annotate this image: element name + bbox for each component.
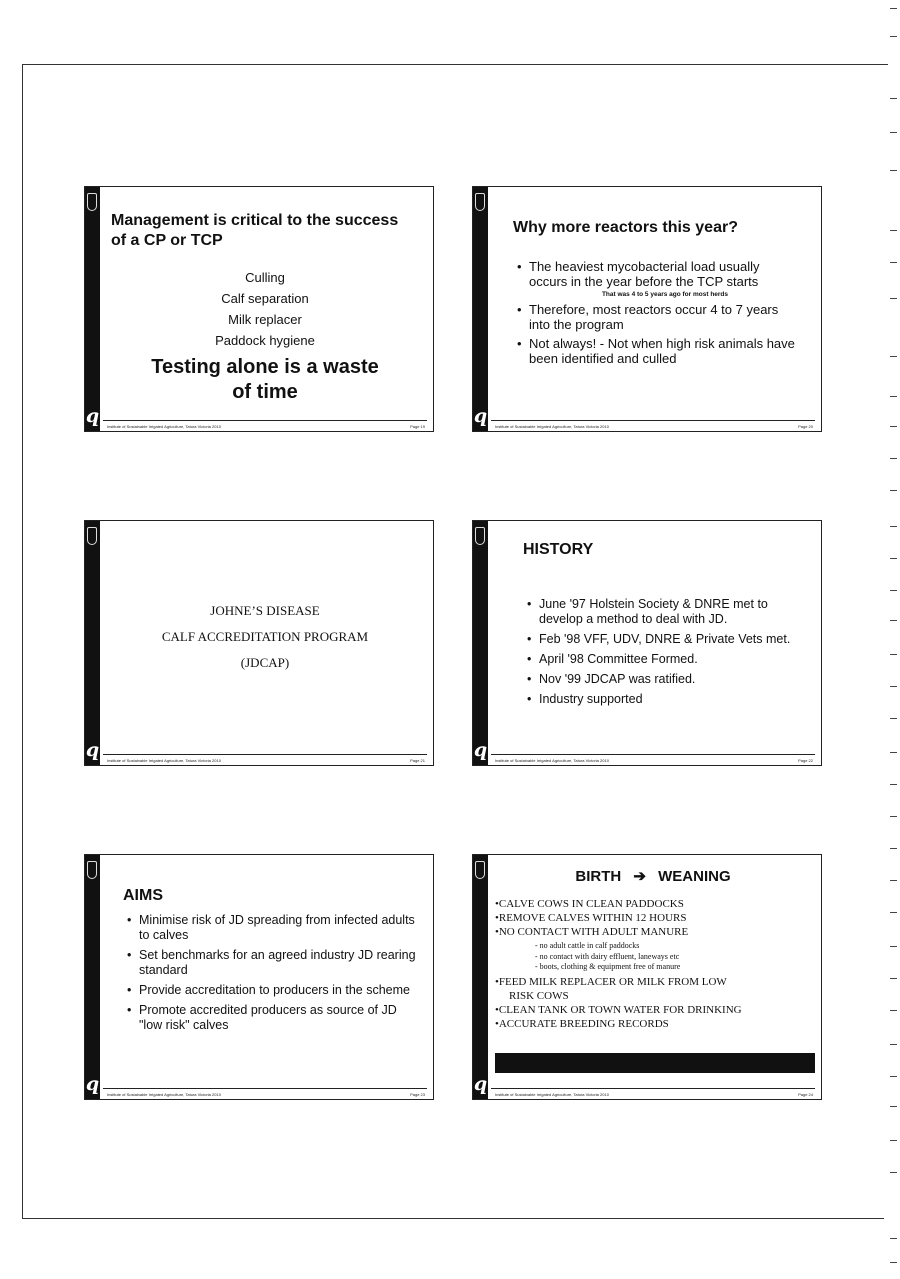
logo-q-icon: q	[473, 405, 488, 427]
list-item: • Feb '98 VFF, UDV, DNRE & Private Vets met.	[539, 632, 807, 647]
slide-history	[472, 520, 822, 766]
logo-q-icon: q	[85, 1073, 100, 1095]
slide-jdcap	[84, 520, 434, 766]
slide-footer: Institute of Sustainable Irrigated Agriculture, Tatura Victoria 2010 Page 21	[107, 758, 425, 763]
practice-line: •NO CONTACT WITH ADULT MANURE	[495, 926, 689, 938]
item-paddock-hygiene: Paddock hygiene	[215, 333, 315, 348]
slide-emphasis: Testing alone is a waste of time	[151, 356, 379, 403]
list-item: • April '98 Committee Formed.	[539, 652, 807, 667]
slide-sidebar	[85, 521, 100, 765]
page-frame-bottom	[22, 1218, 884, 1219]
crest-icon	[475, 861, 485, 879]
page-frame-left	[22, 64, 23, 1218]
slide-footer: Institute of Sustainable Irrigated Agriculture, Tatura Victoria 2010 Page 20	[495, 424, 813, 429]
slide-sidebar	[85, 855, 100, 1099]
logo-q-icon: q	[85, 739, 100, 761]
slide-sidebar	[473, 187, 488, 431]
list-item: • Set benchmarks for an agreed industry JD rearing standard	[139, 948, 419, 978]
slide-birth-weaning	[472, 854, 822, 1100]
list-item: • Not always! - Not when high risk animals have been identified and culled	[529, 336, 801, 366]
bullet-list	[123, 913, 419, 1033]
redacted-band	[495, 1053, 815, 1073]
logo-q-icon: q	[473, 1073, 488, 1095]
crest-icon	[87, 861, 97, 879]
list-item: • Minimise risk of JD spreading from infected adults to calves	[139, 913, 419, 943]
slide-title: AIMS	[123, 887, 163, 904]
slide-sidebar	[473, 521, 488, 765]
list-item: • The heaviest mycobacterial load usually occurs in the year before the TCP starts That was 4 to 5 years ago for most herds	[529, 259, 801, 300]
crest-icon	[87, 527, 97, 545]
slide-title: Why more reactors this year?	[513, 219, 738, 236]
practice-subline: - no contact with dairy effluent, laneways etc	[535, 951, 680, 961]
page-frame-top	[22, 64, 888, 65]
list-item: • Promote accredited producers as source of JD "low risk" calves	[139, 1003, 419, 1033]
slide-title: HISTORY	[523, 541, 594, 558]
bullet-list	[523, 597, 807, 707]
list-item: • Provide accreditation to producers in the scheme	[139, 983, 419, 998]
slide-footer: Institute of Sustainable Irrigated Agriculture, Tatura Victoria 2010 Page 22	[495, 758, 813, 763]
practice-line: •CLEAN TANK OR TOWN WATER FOR DRINKING	[495, 1003, 742, 1016]
slide-management	[84, 186, 434, 432]
note-text: That was 4 to 5 years ago for most herds	[601, 291, 729, 298]
practice-list	[495, 897, 811, 1031]
list-item: • Nov '99 JDCAP was ratified.	[539, 672, 807, 687]
item-milk-replacer: Milk replacer	[228, 312, 302, 327]
list-item: • Therefore, most reactors occur 4 to 7 years into the program	[529, 302, 801, 332]
list-item: • Industry supported	[539, 692, 807, 707]
item-calf-separation: Calf separation	[221, 291, 309, 306]
program-line-2: CALF ACCREDITATION PROGRAM	[161, 629, 369, 644]
slide-footer: Institute of Sustainable Irrigated Agriculture, Tatura Victoria 2010 Page 23	[107, 1092, 425, 1097]
program-line-3: (JDCAP)	[240, 655, 290, 670]
practice-line: •FEED MILK REPLACER OR MILK FROM LOW	[495, 975, 727, 988]
practice-line: •CALVE COWS IN CLEAN PADDOCKS	[495, 898, 684, 910]
punch-edge-marks	[886, 0, 900, 1279]
crest-icon	[475, 193, 485, 211]
item-culling: Culling	[245, 270, 285, 285]
slide-footer: Institute of Sustainable Irrigated Agriculture, Tatura Victoria 2010 Page 24	[495, 1092, 813, 1097]
slide-footer: Institute of Sustainable Irrigated Agriculture, Tatura Victoria 2010 Page 19	[107, 424, 425, 429]
slide-sidebar	[85, 187, 100, 431]
program-line-1: JOHNE’S DISEASE	[210, 603, 320, 618]
slide-reactors	[472, 186, 822, 432]
slide-sidebar	[473, 855, 488, 1099]
practice-subline: - no adult cattle in calf paddocks	[535, 941, 640, 950]
list-item: • June '97 Holstein Society & DNRE met to develop a method to deal with JD.	[539, 597, 807, 627]
practice-line: •ACCURATE BREEDING RECORDS	[495, 1017, 669, 1030]
practice-subline: - boots, clothing & equipment free of manure	[535, 962, 681, 971]
bullet-list	[513, 259, 801, 366]
logo-q-icon: q	[473, 739, 488, 761]
practice-line: •REMOVE CALVES WITHIN 12 HOURS	[495, 912, 687, 924]
slide-items	[107, 267, 423, 351]
slide-title: BIRTH ➔ WEANING	[575, 868, 731, 885]
crest-icon	[87, 193, 97, 211]
logo-q-icon: q	[85, 405, 100, 427]
arrow-right-icon: ➔	[633, 868, 646, 885]
slide-aims	[84, 854, 434, 1100]
slide-title: Management is critical to the success of a CP or TCP	[111, 212, 399, 249]
crest-icon	[475, 527, 485, 545]
practice-line: RISK COWS	[509, 989, 569, 1002]
